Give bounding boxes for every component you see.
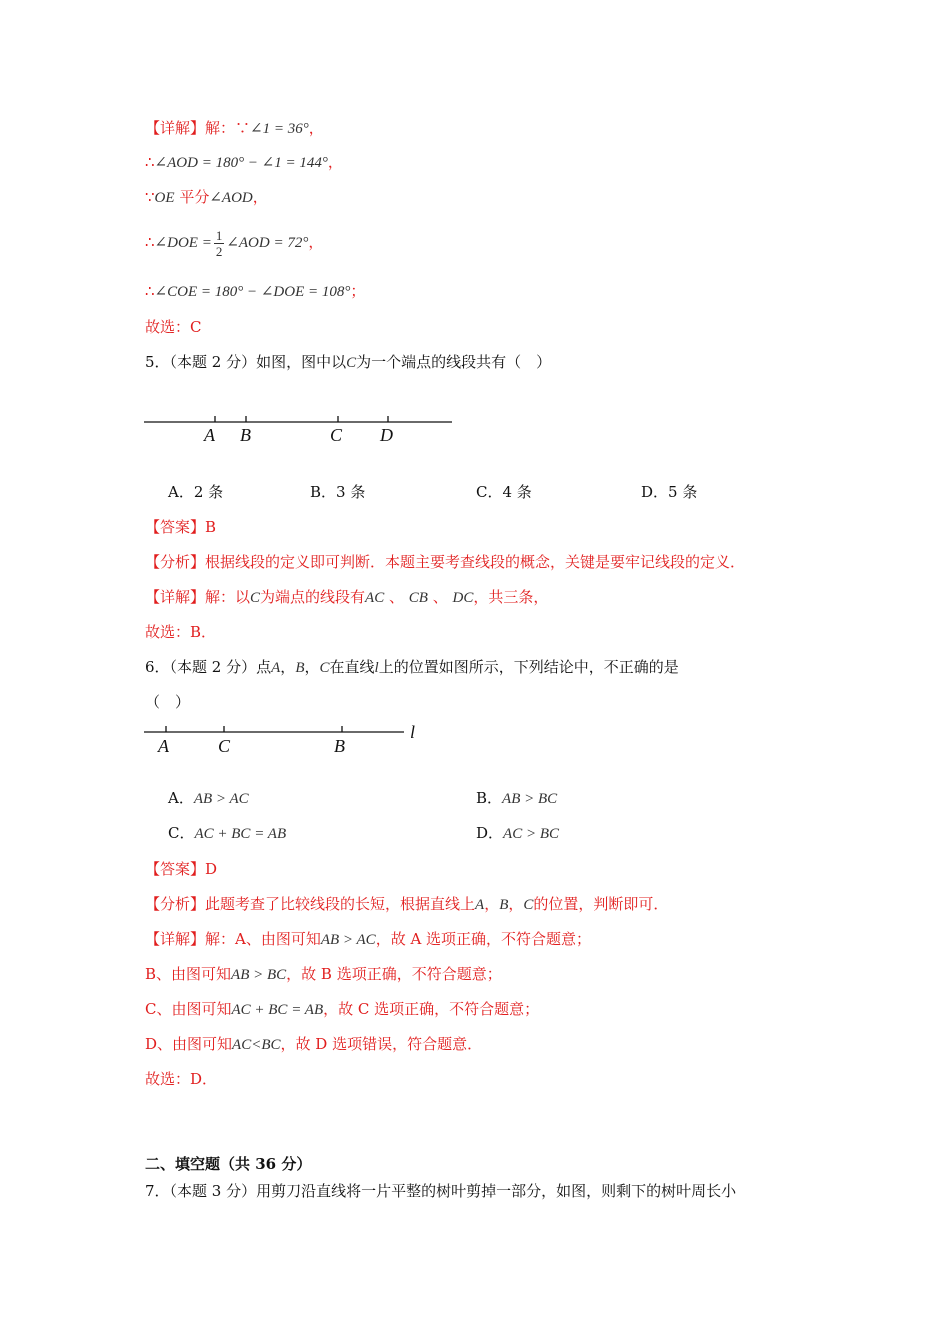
math-expression: ∠COE = 180° − ∠DOE = 108° — [154, 284, 351, 300]
q5-answer: 【答案】B — [145, 518, 217, 536]
because-symbol: ∵ — [145, 188, 155, 206]
q5-stem — [145, 351, 551, 374]
text: 的位置，判断即可． — [533, 895, 669, 913]
punctuation: ， — [508, 895, 524, 913]
math-expression: OE — [154, 190, 175, 206]
q6-analysis — [145, 893, 668, 916]
therefore-symbol: ∴ — [145, 153, 155, 171]
math-expression: ∠AOD = 72° — [226, 235, 309, 251]
punctuation: 、 — [432, 588, 448, 606]
math-expression: AB > AC — [193, 791, 249, 807]
punctuation: ， — [308, 233, 324, 251]
fraction — [214, 228, 225, 259]
text: 上的位置如图所示，下列结论中，不正确的是 — [378, 658, 679, 676]
q6-option-d[interactable] — [476, 822, 559, 845]
q6-detail-d — [145, 1033, 482, 1056]
math-expression: ∠1 = 36° — [250, 121, 309, 137]
section-heading: 二、填空题（共 36 分） — [145, 1155, 312, 1173]
point-label-b: B — [240, 425, 251, 445]
punctuation: ， — [280, 658, 296, 676]
fraction-numerator: 1 — [215, 227, 223, 243]
math-variable: B — [295, 660, 305, 676]
text: ，故 A 选项正确，不符合题意； — [375, 930, 592, 948]
q6-line-figure — [140, 722, 430, 758]
math-expression: AC<BC — [232, 1037, 281, 1053]
math-variable: B — [499, 897, 509, 913]
fraction-denominator: 2 — [215, 243, 223, 259]
q5-analysis: 【分析】根据线段的定义即可判断．本题主要考查线段的概念，关键是要牢记线段的定义． — [145, 553, 746, 571]
punctuation: 、 — [389, 588, 405, 606]
q6-detail-a — [145, 928, 591, 951]
text: C、由图可知 — [145, 1000, 232, 1018]
line-label-l: l — [410, 722, 416, 742]
math-expression: ∠AOD — [209, 190, 253, 206]
math-expression: AC + BC = AB — [231, 1002, 324, 1018]
math-variable: C — [319, 660, 330, 676]
q6-option-a[interactable] — [168, 787, 249, 810]
q5-option-d[interactable]: D．5 条 — [641, 483, 698, 501]
math-segment: AC — [365, 590, 385, 606]
math-expression: AB > BC — [231, 967, 287, 983]
q5-detail — [145, 586, 548, 609]
math-variable: C — [523, 897, 534, 913]
detail-tag: 【详解】解： — [145, 119, 236, 137]
q6-detail-b — [145, 963, 502, 986]
point-label-a: A — [204, 425, 215, 445]
therefore-symbol: ∴ — [145, 233, 155, 251]
point-label-a: A — [158, 736, 169, 756]
q6-option-b[interactable] — [476, 787, 557, 810]
q4-detail-line5 — [145, 280, 365, 303]
punctuation: ； — [350, 282, 366, 300]
math-expression: AC + BC = AB — [194, 826, 287, 842]
text: 平分 — [179, 188, 210, 206]
math-variable: A — [271, 660, 281, 676]
therefore-symbol: ∴ — [145, 282, 155, 300]
option-label: A． — [168, 789, 194, 807]
point-label-d: D — [380, 425, 393, 445]
punctuation: ， — [252, 188, 268, 206]
punctuation: ， — [484, 895, 500, 913]
math-expression: AB > AC — [320, 932, 376, 948]
q4-detail-line3 — [145, 186, 268, 209]
text: ，故 D 选项错误，符合题意． — [280, 1035, 483, 1053]
text: ，共三条， — [473, 588, 549, 606]
text: 为端点的线段有 — [260, 588, 366, 606]
q5-option-b[interactable]: B．3 条 — [310, 483, 366, 501]
q6-detail-c — [145, 998, 539, 1021]
math-segment: CB — [408, 590, 428, 606]
point-label-b: B — [334, 736, 345, 756]
punctuation: ， — [327, 153, 343, 171]
text: 在直线 — [329, 658, 375, 676]
q6-choose: 故选：D． — [145, 1070, 218, 1088]
q7-stem: 7．（本题 3 分）用剪刀沿直线将一片平整的树叶剪掉一部分，如图，则剩下的树叶周长小 — [145, 1182, 737, 1200]
text: ，故 C 选项正确，不符合题意； — [323, 1000, 540, 1018]
text: 6．（本题 2 分）点 — [145, 658, 272, 676]
q6-paren: （ ） — [145, 693, 191, 711]
math-expression: AC > BC — [503, 826, 559, 842]
punctuation: ， — [304, 658, 320, 676]
q4-detail-line2 — [145, 151, 343, 174]
because-symbol: ∵ — [235, 119, 251, 137]
q6-answer: 【答案】D — [145, 860, 218, 878]
punctuation: ， — [308, 119, 324, 137]
point-label-c: C — [330, 425, 343, 445]
option-label: D． — [476, 824, 504, 842]
text: 【分析】此题考查了比较线段的长短，根据直线上 — [145, 895, 476, 913]
text: 【详解】解：A、由图可知 — [145, 930, 321, 948]
option-label: B． — [476, 789, 503, 807]
math-segment: DC — [452, 590, 474, 606]
q6-option-c[interactable] — [168, 822, 286, 845]
math-variable: C — [250, 590, 261, 606]
q4-detail-line4 — [145, 226, 323, 259]
text: 为一个端点的线段共有（ ） — [356, 353, 552, 371]
q4-detail-line1 — [145, 117, 324, 140]
math-expression: AB > BC — [502, 791, 558, 807]
math-variable: A — [475, 897, 485, 913]
math-variable: C — [346, 355, 357, 371]
q5-option-c[interactable]: C．4 条 — [476, 483, 532, 501]
option-label: C． — [168, 824, 195, 842]
q5-choose: 故选：B． — [145, 623, 217, 641]
q5-option-a[interactable]: A．2 条 — [168, 483, 224, 501]
math-variable: l — [374, 660, 379, 676]
math-expression: ∠DOE = — [154, 235, 212, 251]
text: 5．（本题 2 分）如图，图中以 — [145, 353, 347, 371]
q6-stem — [145, 656, 679, 679]
text: D、由图可知 — [145, 1035, 233, 1053]
text: ，故 B 选项正确，不符合题意； — [286, 965, 502, 983]
q5-segment-figure — [140, 412, 460, 448]
point-label-c: C — [218, 736, 231, 756]
q4-choose: 故选：C — [145, 318, 202, 336]
math-expression: ∠AOD = 180° − ∠1 = 144° — [154, 155, 328, 171]
text: 【详解】解：以 — [145, 588, 251, 606]
text: B、由图可知 — [145, 965, 232, 983]
